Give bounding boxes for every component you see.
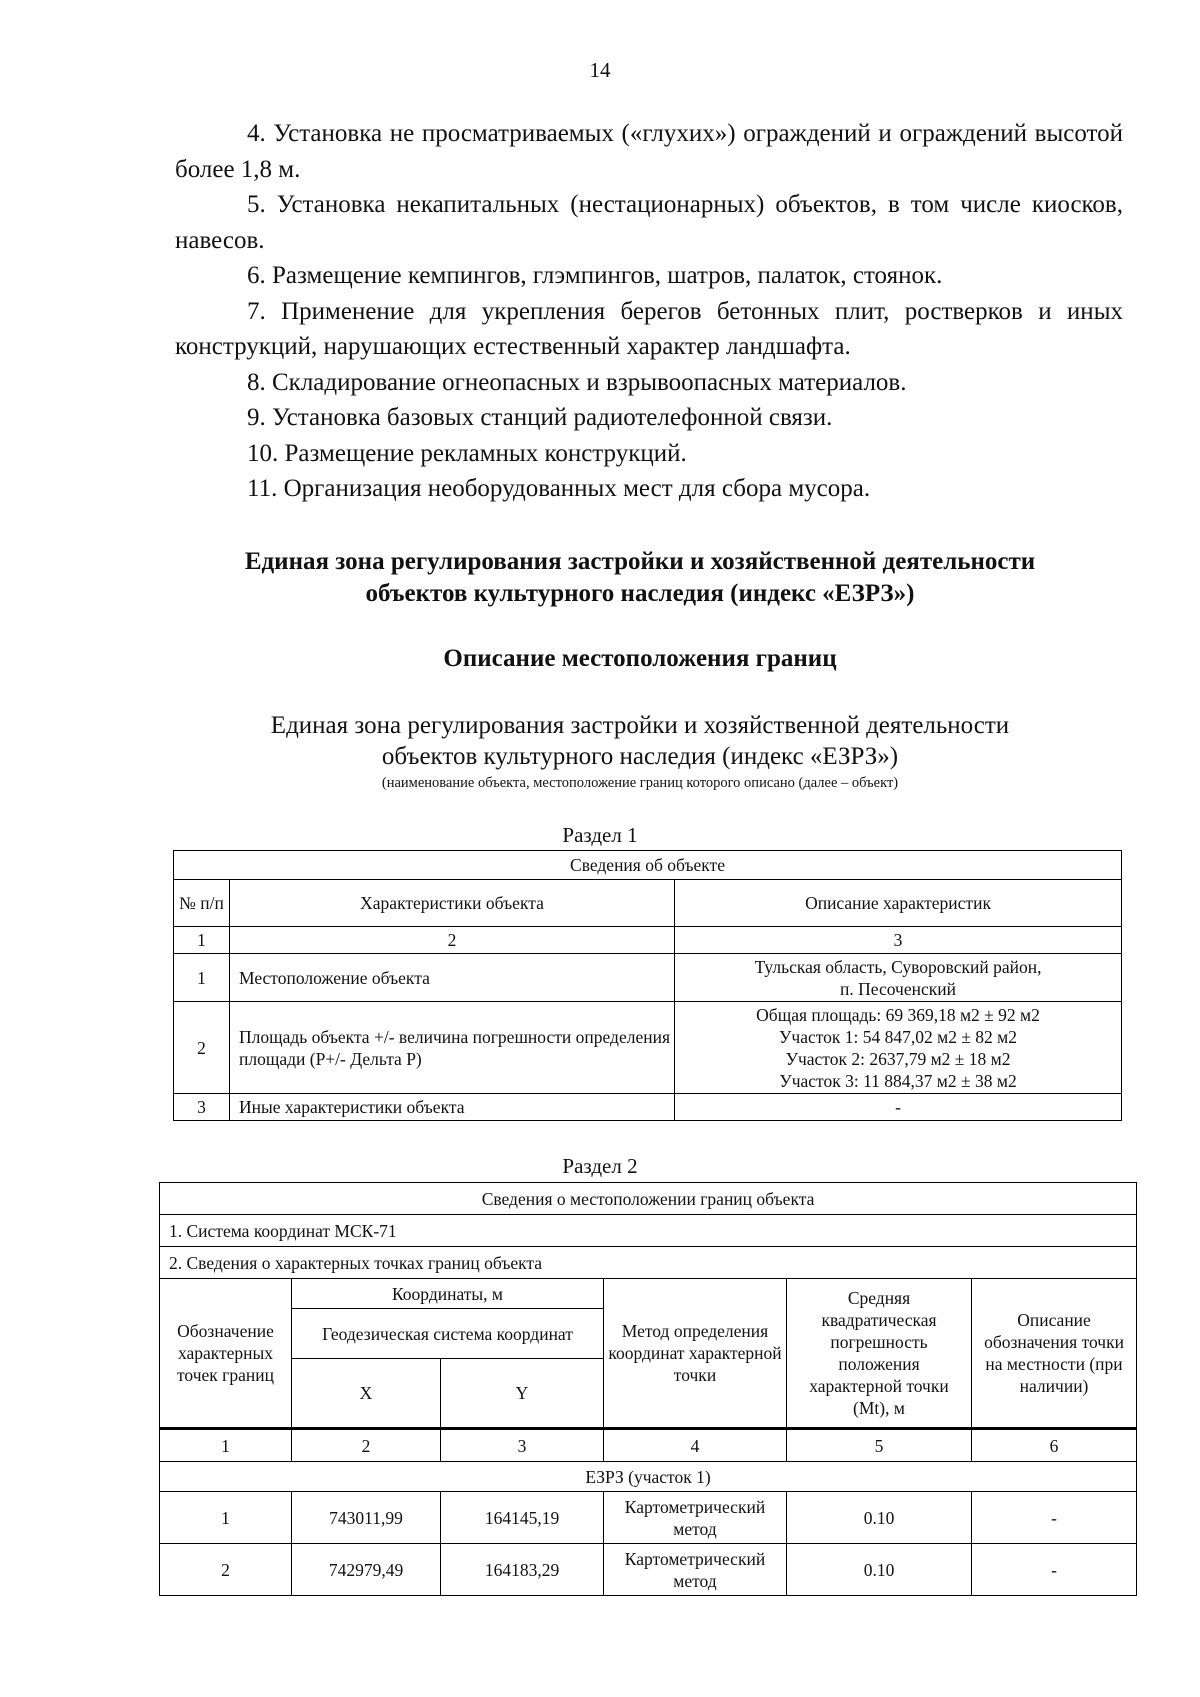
boundaries-heading: Описание местоположения границ — [443, 645, 837, 672]
point-x: 743011,99 — [292, 1492, 441, 1544]
point-error: 0.10 — [787, 1544, 972, 1596]
table-row — [160, 1492, 1137, 1544]
row-description — [675, 954, 1122, 1002]
section2-title: Раздел 2 — [562, 1154, 638, 1178]
point-description: - — [972, 1544, 1137, 1596]
point-x: 742979,49 — [292, 1544, 441, 1596]
list-item: 4. Установка не просматриваемых («глухих») ограждений и ограждений высотой более 1,8 м. — [175, 120, 1123, 183]
header-coords: Координаты, м — [292, 1279, 604, 1309]
table-row — [160, 1544, 1137, 1596]
description-line: Тульская область, Суворовский район, — [754, 956, 1042, 977]
zone-heading-line: объектов культурного наследия (индекс «ЕЗРЗ») — [365, 580, 915, 607]
point-method: Картометрический метод — [604, 1492, 787, 1544]
col-number: 2 — [230, 927, 675, 954]
header-geodetic: Геодезическая система координат — [292, 1309, 604, 1359]
table-row — [174, 1094, 1122, 1121]
col-number: 4 — [604, 1429, 787, 1462]
header-point: Обозначение характерных точек границ — [160, 1279, 292, 1429]
table-row — [174, 1002, 1122, 1094]
point-method: Картометрический метод — [604, 1544, 787, 1596]
description-line: Участок 1: 54 847,02 м2 ± 82 м2 — [779, 1026, 1018, 1047]
description-line: Участок 3: 11 884,37 м2 ± 38 м2 — [779, 1070, 1017, 1091]
point-id: 2 — [160, 1544, 292, 1596]
row-num: 2 — [174, 1002, 230, 1094]
header-description: Описание характеристик — [675, 880, 1122, 927]
header-num: № п/п — [174, 880, 230, 927]
row-description: - — [675, 1094, 1122, 1121]
points-title: 2. Сведения о характерных точках границ объекта — [160, 1247, 1137, 1279]
col-number: 5 — [787, 1429, 972, 1462]
header-characteristic: Характеристики объекта — [230, 880, 675, 927]
description-line: Общая площадь: 69 369,18 м2 ± 92 м2 — [756, 1004, 1040, 1025]
table-row — [174, 954, 1122, 1002]
point-error: 0.10 — [787, 1492, 972, 1544]
header-y: Y — [441, 1359, 604, 1429]
header-error: Средняя квадратическая погрешность положения характерной точки (Mt), м — [787, 1279, 972, 1429]
row-characteristic: Местоположение объекта — [230, 954, 675, 1002]
zone-heading — [160, 546, 1120, 610]
object-name — [160, 710, 1120, 772]
description-line: Участок 2: 2637,79 м2 ± 18 м2 — [785, 1048, 1011, 1069]
page-number: 14 — [589, 58, 611, 82]
restrictions-list — [175, 116, 1123, 507]
object-caption: (наименование объекта, местоположение границ которого описано (далее – объект) — [381, 775, 899, 791]
point-y: 164183,29 — [441, 1544, 604, 1596]
zone-heading-line: Единая зона регулирования застройки и хозяйственной деятельности — [244, 548, 1036, 575]
col-number: 3 — [441, 1429, 604, 1462]
coord-system: 1. Система координат МСК-71 — [160, 1215, 1137, 1247]
row-description — [675, 1002, 1122, 1094]
description-line: п. Песоченский — [840, 978, 956, 999]
col-number: 1 — [174, 927, 230, 954]
row-characteristic: Площадь объекта +/- величина погрешности определения площади (P+/- Дельта P) — [230, 1002, 675, 1094]
header-description: Описание обозначения точки на местности (при наличии) — [972, 1279, 1137, 1429]
header-method: Метод определения координат характерной точки — [604, 1279, 787, 1429]
boundary-points-table — [159, 1182, 1137, 1596]
list-item: 9. Установка базовых станций радиотелефонной связи. — [247, 404, 833, 431]
col-number: 6 — [972, 1429, 1137, 1462]
list-item: 5. Установка некапитальных (нестационарных) объектов, в том числе киосков, навесов. — [175, 191, 1123, 254]
point-description: - — [972, 1492, 1137, 1544]
row-num: 1 — [174, 954, 230, 1002]
subsection-title: ЕЗРЗ (участок 1) — [160, 1462, 1137, 1492]
list-item: 10. Размещение рекламных конструкций. — [247, 439, 687, 467]
table-title: Сведения об объекте — [174, 851, 1122, 880]
point-y: 164145,19 — [441, 1492, 604, 1544]
col-number: 2 — [292, 1429, 441, 1462]
object-name-line: объектов культурного наследия (индекс «ЕЗРЗ») — [381, 743, 899, 770]
list-item: 8. Складирование огнеопасных и взрывоопасных материалов. — [247, 368, 907, 396]
table-title: Сведения о местоположении границ объекта — [160, 1183, 1137, 1215]
col-number: 3 — [675, 927, 1122, 954]
list-item: 6. Размещение кемпингов, глэмпингов, шатров, палаток, стоянок. — [247, 262, 943, 289]
point-id: 1 — [160, 1492, 292, 1544]
row-num: 3 — [174, 1094, 230, 1121]
col-number: 1 — [160, 1429, 292, 1462]
list-item: 7. Применение для укрепления берегов бетонных плит, ростверков и иных конструкций, нарушающих естественный характер ландшафта. — [175, 297, 1123, 360]
header-x: X — [292, 1359, 441, 1429]
object-info-table — [173, 850, 1122, 1121]
object-name-line: Единая зона регулирования застройки и хозяйственной деятельности — [270, 712, 1010, 739]
row-characteristic: Иные характеристики объекта — [230, 1094, 675, 1121]
section1-title: Раздел 1 — [562, 823, 638, 847]
list-item: 11. Организация необорудованных мест для сбора мусора. — [247, 475, 871, 502]
